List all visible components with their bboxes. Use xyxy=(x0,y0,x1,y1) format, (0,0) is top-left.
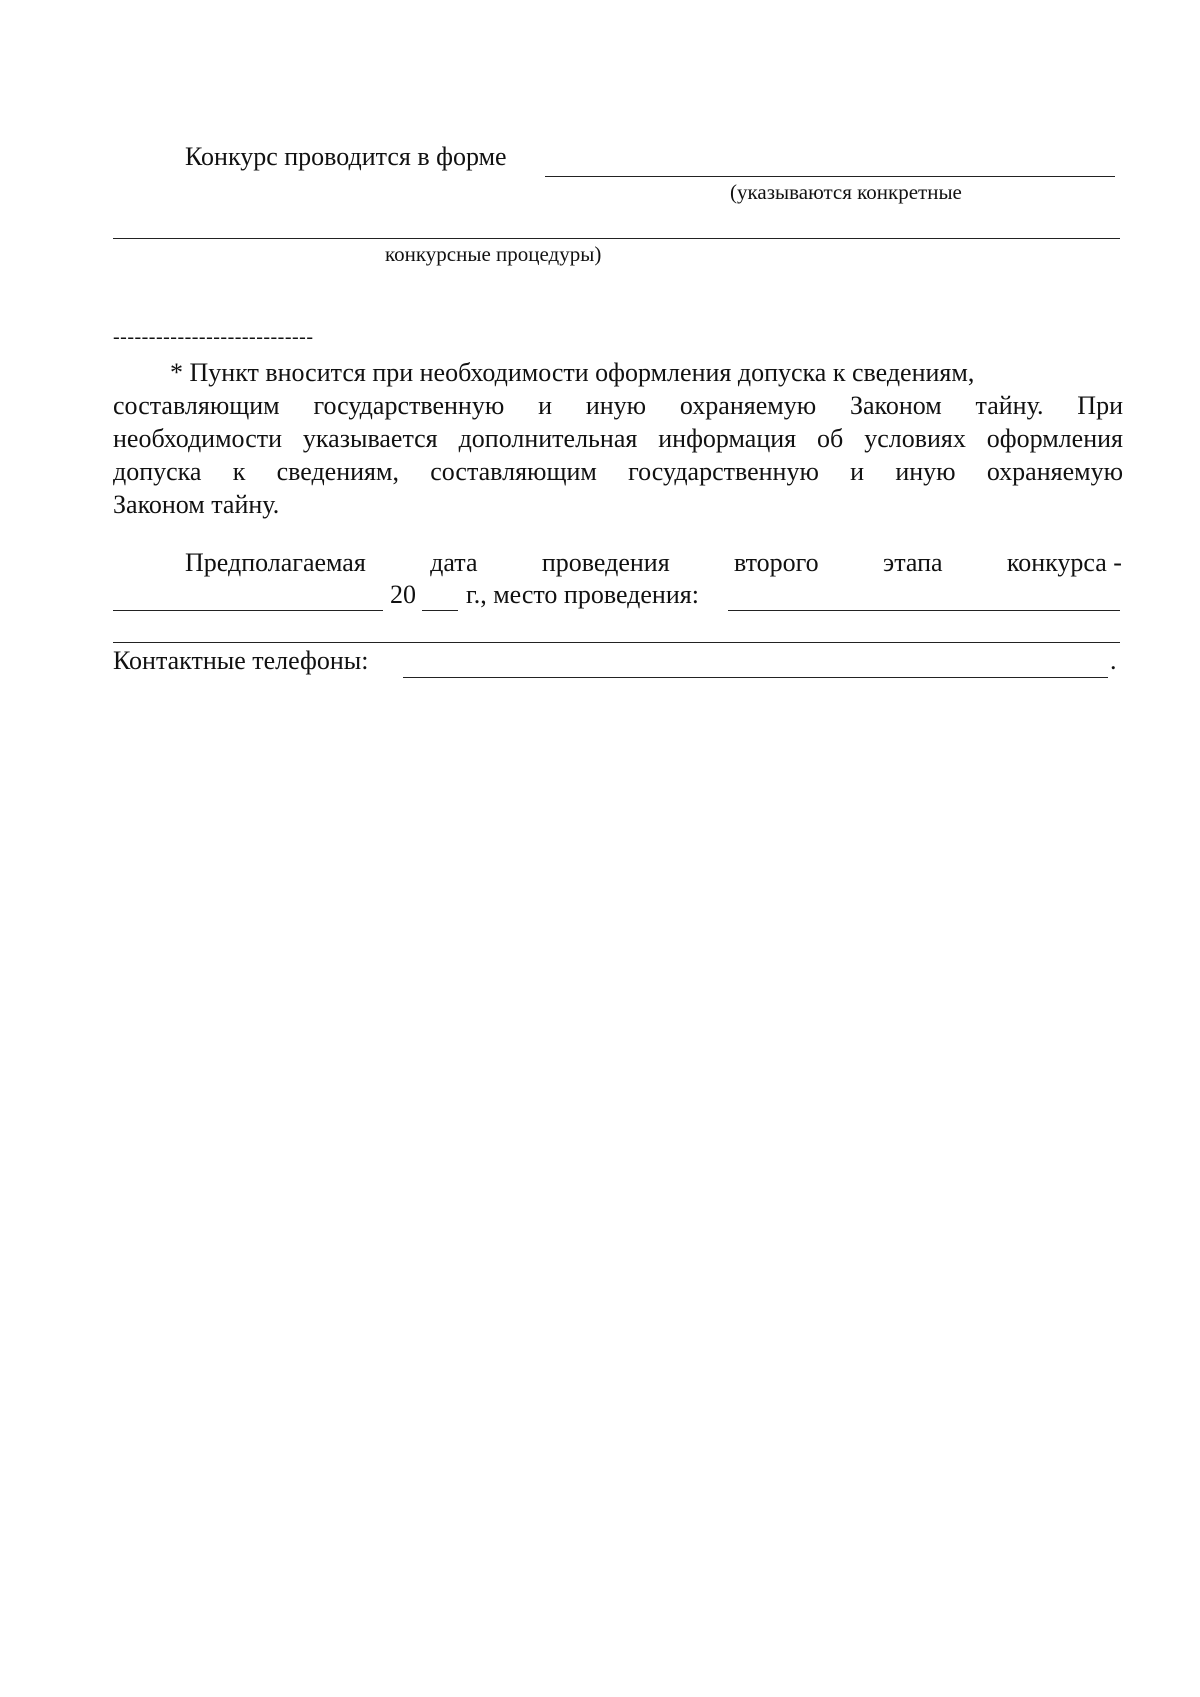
second-stage-heading xyxy=(185,548,1122,578)
contest-form-label: Конкурс проводится в форме xyxy=(185,142,507,171)
contest-form-hint-1: (указываются конкретные xyxy=(730,180,962,204)
second-stage-word: дата xyxy=(430,548,478,577)
contacts-field[interactable] xyxy=(403,677,1108,678)
year-suffix-field[interactable] xyxy=(422,610,458,611)
venue-label: г., место проведения: xyxy=(466,580,699,609)
contest-form-hint-2: конкурсные процедуры) xyxy=(385,242,602,266)
second-stage-word: второго xyxy=(734,548,819,577)
stage-date-field[interactable] xyxy=(113,610,383,611)
second-stage-word: конкурса - xyxy=(1006,548,1122,577)
footnote-line: необходимости указывается дополнительная информация об условиях оформления xyxy=(113,424,1123,453)
footnote-line: составляющим государственную и иную охраняемую Законом тайну. При xyxy=(113,391,1123,420)
footnote-text xyxy=(113,356,1123,521)
second-stage-word: Предполагаемая xyxy=(185,548,366,577)
year-prefix: 20 xyxy=(390,580,416,609)
venue-field-continued[interactable] xyxy=(113,642,1120,643)
venue-field[interactable] xyxy=(728,610,1120,611)
footnote-line: Законом тайну. xyxy=(113,490,280,519)
contest-procedures-field[interactable] xyxy=(113,238,1120,239)
footnote-line: допуска к сведениям, составляющим государственную и иную охраняемую xyxy=(113,457,1123,486)
contacts-end-mark: . xyxy=(1110,646,1117,675)
second-stage-word: проведения xyxy=(541,548,670,577)
second-stage-word: этапа xyxy=(883,548,943,577)
footnote-separator: ---------------------------- xyxy=(113,326,314,348)
contest-form-field[interactable] xyxy=(545,176,1115,177)
footnote-line: * Пункт вносится при необходимости оформления допуска к сведениям, xyxy=(170,358,975,387)
contacts-label: Контактные телефоны: xyxy=(113,646,369,675)
